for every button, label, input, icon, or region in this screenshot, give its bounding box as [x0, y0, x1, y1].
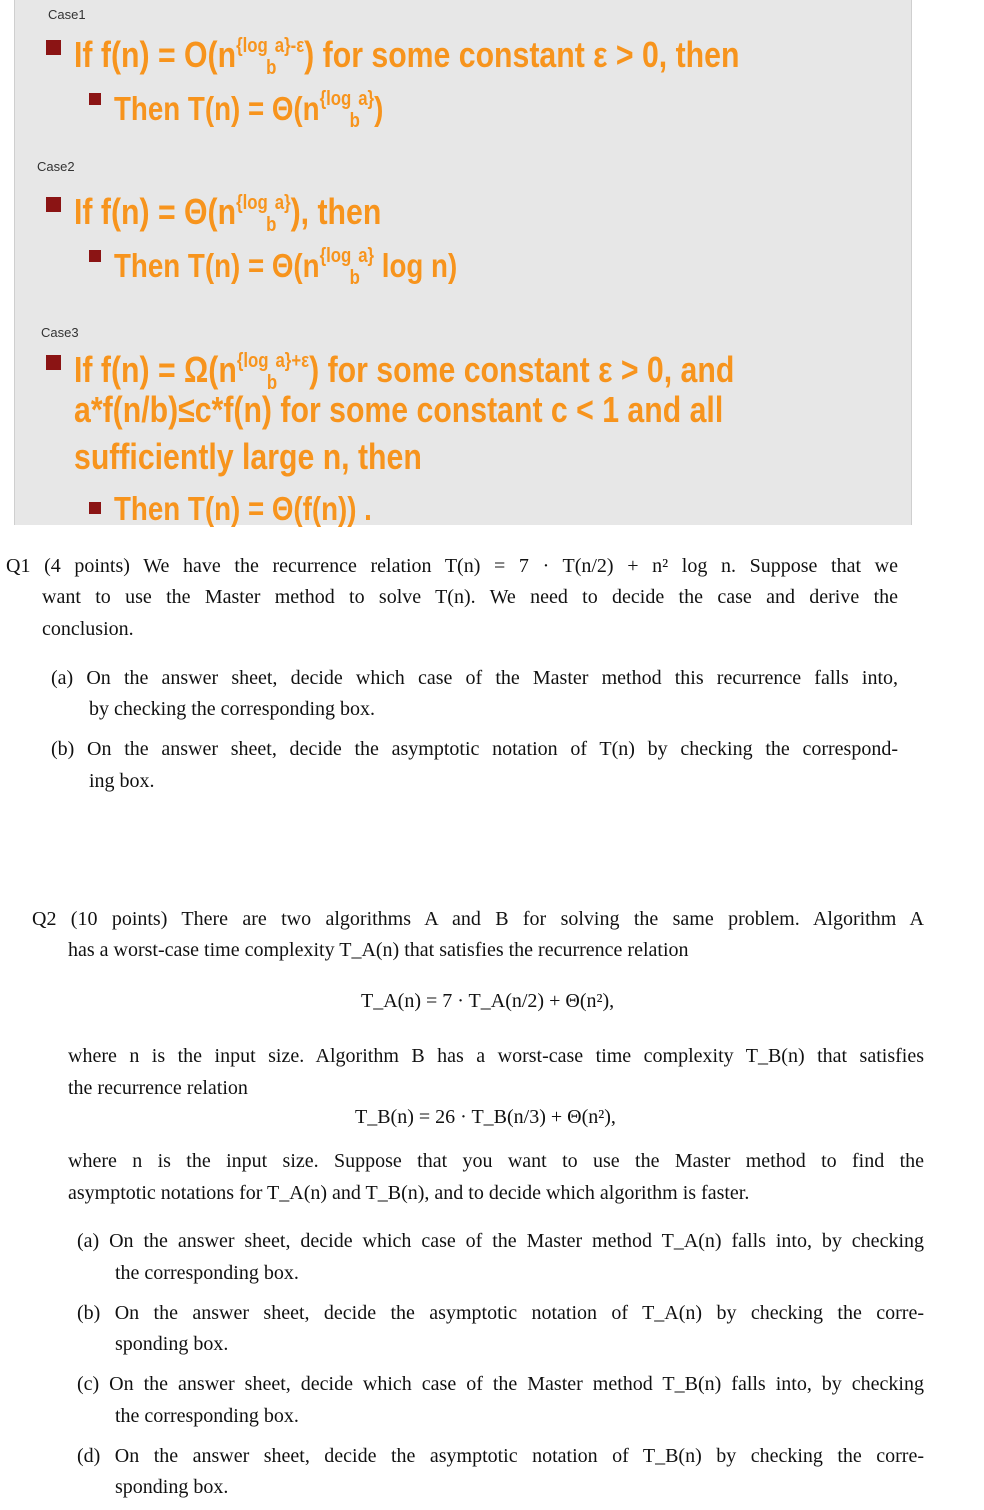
q2-equation-a: T_A(n) = 7 · T_A(n/2) + Θ(n²), [361, 990, 615, 1012]
master-theorem-slide [14, 0, 912, 525]
q2-part-a-cont [115, 1258, 924, 1290]
case3-condition-line3: sufficiently large n, then [74, 436, 422, 477]
case3-label: Case3 [41, 325, 79, 340]
q2-statement-end [68, 1146, 924, 1209]
q2-statement-cont [68, 935, 924, 967]
q2-line: Q2 (10 points) There are two algorithms A and B for solving the same problem. Algorithm A [32, 908, 924, 930]
bullet-square [46, 40, 61, 55]
q1-statement-cont [42, 582, 898, 645]
q2-part-d-cont [115, 1472, 924, 1504]
sub-bullet-square [89, 250, 101, 262]
q1-part-a [51, 663, 898, 695]
q2-line: where n is the input size. Algorithm B has a worst-case time complexity T_B(n) that satisfies [68, 1045, 924, 1067]
q2-b-line: (b) On the answer sheet, decide the asymptotic notation of T_A(n) by checking the corre- [77, 1302, 924, 1324]
sub-bullet-square [89, 93, 101, 105]
q2-part-c-cont [115, 1401, 924, 1433]
q1-line: conclusion. [42, 617, 134, 640]
case2-conclusion: Then $T(n) = \Theta(n^{\{log}_b^{a\}}$ log n) [114, 245, 458, 289]
q1-b-line: (b) On the answer sheet, decide the asymptotic notation of T(n) by checking the correspond- [51, 738, 898, 760]
q2-part-b-cont [115, 1329, 924, 1361]
q1-part-b-cont [89, 766, 898, 798]
q2-equation-b: T_B(n) = 26 · T_B(n/3) + Θ(n²), [355, 1106, 616, 1128]
bullet-square [46, 355, 61, 370]
q1-line: Q1 (4 points) We have the recurrence relation T(n) = 7 · T(n/2) + n² log n. Suppose that we [6, 555, 898, 577]
case2-condition: If $f(n) = \Theta(n^{\{log}b^{a\}})$, then [74, 191, 382, 236]
q1-part-b [51, 734, 898, 766]
q2-line: where n is the input size. Suppose that you want to use the Master method to find the [68, 1150, 924, 1172]
sub-bullet-square [89, 502, 101, 514]
q2-line: the recurrence relation [68, 1076, 248, 1099]
q2-b-line: sponding box. [115, 1333, 229, 1355]
q1-part-a-cont [89, 694, 898, 726]
case1-condition: If $f(n) = O(n^{\{log}b^{a\}-\varepsilon})$ for some constant ε > 0, then [74, 34, 740, 79]
q1-line: want to use the Master method to solve T(n). We need to decide the case and derive the [42, 586, 898, 608]
q2-line: asymptotic notations for T_A(n) and T_B(n), and to decide which algorithm is faster. [68, 1181, 750, 1204]
q1-statement [6, 551, 898, 583]
q2-line: has a worst-case time complexity T_A(n) that satisfies the recurrence relation [68, 939, 689, 961]
q2-part-d [77, 1441, 924, 1473]
q1-a-line: (a) On the answer sheet, decide which case of the Master method this recurrence falls into, [51, 667, 898, 689]
case1-conclusion: Then $T(n) = \Theta(n^{\{log}_b^{a\}})$ [114, 88, 384, 132]
bullet-square [46, 197, 61, 212]
q1-b-line: ing box. [89, 770, 155, 792]
q2-part-b [77, 1298, 924, 1330]
q2-statement-mid [68, 1041, 924, 1104]
q2-part-a [77, 1226, 924, 1258]
q2-statement [32, 904, 924, 936]
case3-conclusion: Then T(n) = Θ(f(n)) . [114, 490, 372, 527]
q2-a-line: (a) On the answer sheet, decide which case of the Master method T_A(n) falls into, by checking [77, 1230, 924, 1252]
case2-label: Case2 [37, 159, 75, 174]
q2-d-line: (d) On the answer sheet, decide the asymptotic notation of T_B(n) by checking the corre- [77, 1445, 924, 1467]
q2-d-line: sponding box. [115, 1476, 229, 1498]
q1-a-line: by checking the corresponding box. [89, 698, 376, 720]
q2-c-line: (c) On the answer sheet, decide which case of the Master method T_B(n) falls into, by checking [77, 1373, 924, 1395]
case3-condition: If $f(n) = \Omega(n^{\{log}b^{a\}+\varepsilon})$ for some constant ε > 0, and [74, 349, 735, 394]
q2-a-line: the corresponding box. [115, 1262, 299, 1284]
q2-c-line: the corresponding box. [115, 1405, 299, 1427]
case3-condition-line2: a*f(n/b)≤c*f(n) for some constant c < 1 and all [74, 389, 724, 430]
case1-label: Case1 [48, 7, 86, 22]
q2-part-c [77, 1369, 924, 1401]
